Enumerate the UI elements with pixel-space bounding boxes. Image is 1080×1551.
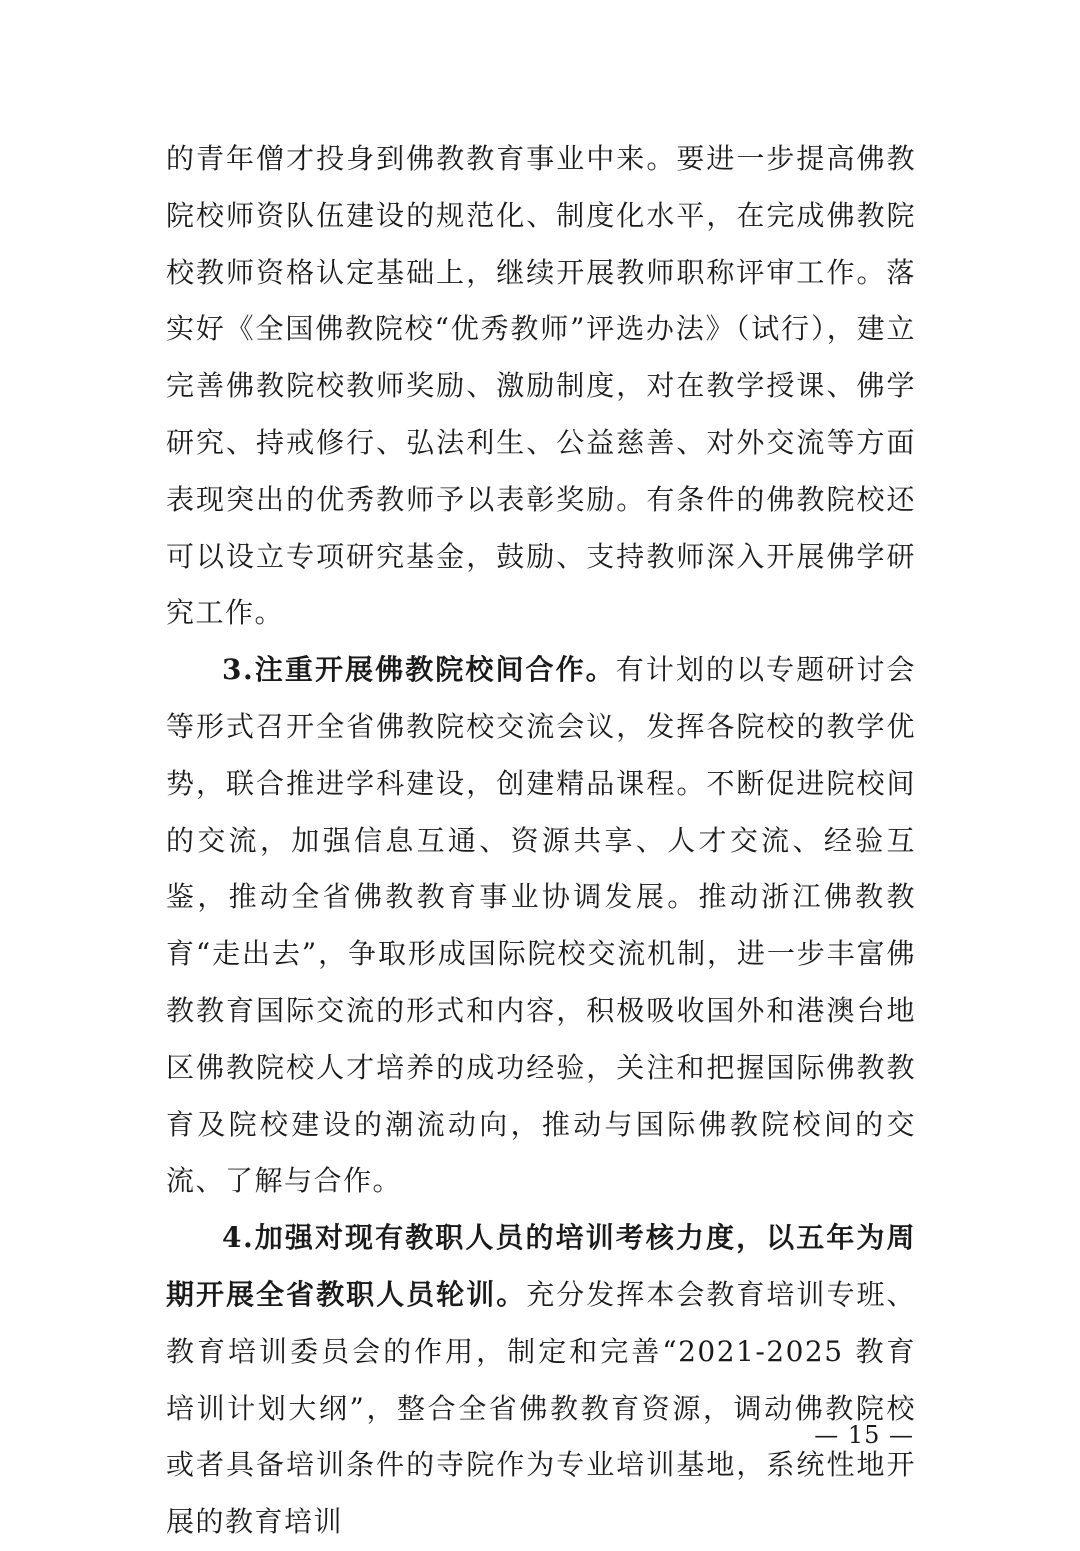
paragraph-3-text: 充分发挥本会教育培训专班、教育培训委员会的作用，制定和完善“2021-2025 教育培训计划大纲”，整合全省佛教教育资源，调动佛教院校或者具备培训条件的寺院作为专业培训基地，系统性地开展的教育培训 xyxy=(166,1277,916,1539)
paragraph-1-text: 的青年僧才投身到佛教教育事业中来。要进一步提高佛教院校师资队伍建设的规范化、制度化水平，在完成佛教院校教师资格认定基础上，继续开展教师职称评审工作。落实好《全国佛教院校“优秀教师”评选办法》（试行），建立完善佛教院校教师奖励、激励制度，对在教学授课、佛学研究、持戒修行、弘法利生、公益慈善、对外交流等方面表现突出的优秀教师予以表彰奖励。有条件的佛教院校还可以设立专项研究基金，鼓励、支持教师深入开展佛学研究工作。 xyxy=(166,142,916,630)
paragraph-2-heading: 3.注重开展佛教院校间合作。 xyxy=(222,653,616,687)
paragraph-1 xyxy=(166,131,916,642)
paragraph-3-heading: 4.加强对现有教职人员的培训考核力度，以五年为周期开展全省教职人员轮训。 xyxy=(166,1221,916,1311)
paragraph-2 xyxy=(166,642,916,1210)
paragraph-3 xyxy=(166,1210,916,1551)
document-body xyxy=(166,131,916,1551)
paragraph-2-text: 有计划的以专题研讨会等形式召开全省佛教院校交流会议，发挥各院校的教学优势，联合推进学科建设，创建精品课程。不断促进院校间的交流，加强信息互通、资源共享、人才交流、经验互鉴，推动全省佛教教育事业协调发展。推动浙江佛教教育“走出去”，争取形成国际院校交流机制，进一步丰富佛教教育国际交流的形式和内容，积极吸收国外和港澳台地区佛教院校人才培养的成功经验，关注和把握国际佛教教育及院校建设的潮流动向，推动与国际佛教院校间的交流、了解与合作。 xyxy=(166,653,916,1198)
page-number: — 15 — xyxy=(814,1421,914,1449)
